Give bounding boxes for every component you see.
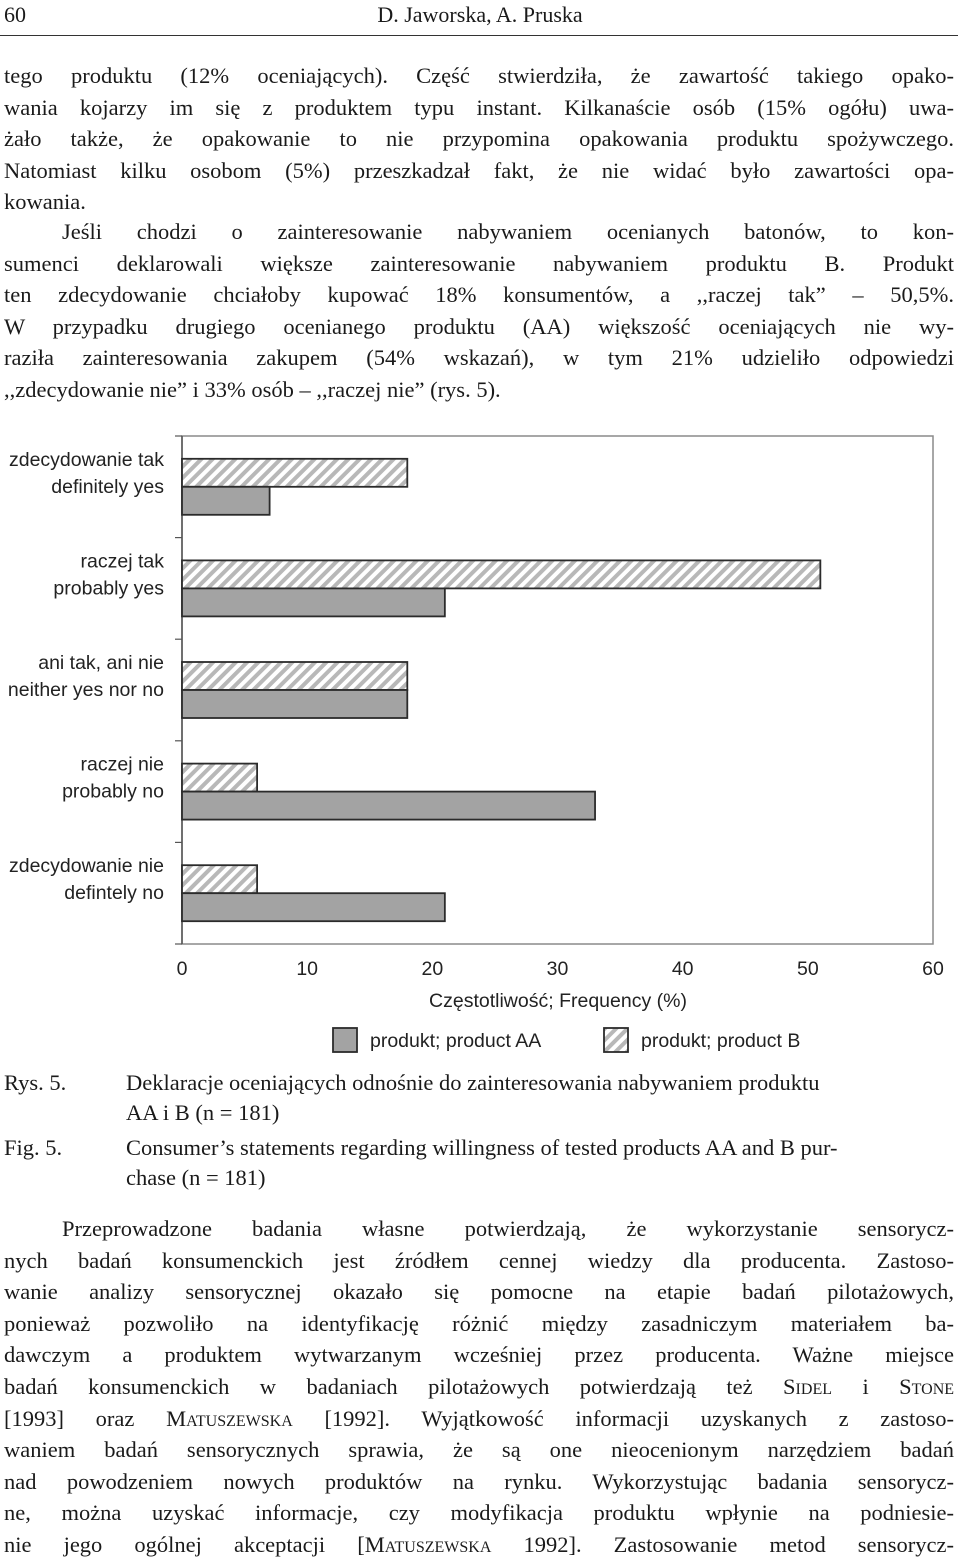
text-line: Natomiast kilku osobom (5%) przeszkadzał fakt, że nie widać było zawartości opa-: [4, 157, 954, 183]
text-line: [4, 1371, 954, 1403]
category-label: ani tak, ani nie: [38, 652, 164, 674]
bar-product-b: [182, 865, 257, 893]
category-label: raczej nie: [80, 753, 164, 776]
text-line: kowania.: [4, 189, 86, 215]
text-line: Jeśli chodzi o zainteresowanie nabywaniem ocenianych batonów, to kon-: [62, 219, 954, 244]
text-run: [1993] oraz: [4, 1405, 135, 1431]
page-header: [0, 0, 960, 40]
caption-label-rys: Rys. 5.: [4, 1070, 67, 1095]
text-run: 1992]. Zastosowanie metod sensorycz-: [523, 1531, 955, 1557]
paragraph-1: [4, 60, 954, 218]
text-line: nad powodzeniem nowych produktów na rynku. Wykorzystując badania sensorycz-: [4, 1468, 954, 1494]
text-line: ne, można uzyskać informacje, czy modyfikacja produktu wpłynie na podniesie-: [4, 1500, 954, 1526]
citation-stone: Stone: [899, 1373, 955, 1399]
text-line: [4, 1529, 954, 1561]
text-line: waniem badań sensorycznych sprawia, że są one nieocenionym narzędziem badań: [4, 1437, 954, 1463]
text-line: żało także, że opakowanie to nie przypomina opakowania produktu spożywczego.: [4, 126, 954, 152]
text-line: dawczym a produktem wytwarzanym wcześniej przez producenta. Ważne miejsce: [4, 1342, 954, 1368]
paragraph-2: [4, 216, 954, 406]
text-run: badań konsumenckich w badaniach pilotażowych potwierdzają też: [4, 1373, 753, 1399]
category-label: zdecydowanie tak: [8, 448, 164, 471]
citation-sidel: Sidel: [783, 1373, 832, 1399]
text-line: ,,zdecydowanie nie” i 33% osób – ,,raczej nie” (rys. 5).: [4, 376, 501, 402]
text-line: ten zdecydowanie chciałoby kupować 18% konsumentów, a ,,raczej tak” – 50,5%.: [4, 282, 954, 308]
page-number: 60: [4, 2, 26, 27]
x-tick-label: 0: [176, 958, 188, 980]
bar-product-b: [182, 764, 257, 792]
caption-line: AA i B (n = 181): [126, 1100, 280, 1125]
text-line: wania kojarzy im się z produktem typu instant. Kilkanaście osób (15% ogółu) uwa-: [4, 94, 954, 120]
category-label: probably yes: [53, 577, 164, 600]
citation-matuszewska: Matuszewska: [364, 1531, 492, 1557]
bar-product-aa: [182, 893, 445, 921]
header-rule: [0, 35, 958, 36]
text-run: [1992]. Wyjątkowość informacji uzyskanych z zastoso-: [324, 1405, 955, 1431]
text-line: nych badań konsumenckich jest źródłem cennej wiedzy dla producenta. Zastoso-: [4, 1247, 954, 1273]
text-line: W przypadku drugiego ocenianego produktu (AA) większość oceniających nie wy-: [4, 313, 954, 339]
category-label: defintely no: [64, 882, 164, 905]
x-tick-label: 50: [796, 958, 819, 980]
x-tick-label: 10: [296, 958, 319, 980]
bar-product-b: [182, 459, 407, 487]
text-line: [4, 1403, 954, 1435]
citation-matuszewska: Matuszewska: [166, 1405, 293, 1431]
text-line: Przeprowadzone badania własne potwierdzają, że wykorzystanie sensorycz-: [62, 1216, 954, 1241]
category-label: definitely yes: [51, 475, 164, 498]
caption-text-rys: [126, 1068, 956, 1128]
legend-swatch: [333, 1028, 357, 1052]
x-tick-label: 60: [922, 958, 944, 980]
bar-product-b: [182, 560, 820, 588]
legend-label: produkt; product AA: [370, 1030, 542, 1052]
bar-product-aa: [182, 588, 445, 616]
text-run: i: [862, 1373, 869, 1399]
paragraph-3: [4, 1213, 954, 1561]
x-axis-label: Częstotliwość; Frequency (%): [429, 990, 687, 1012]
category-label: zdecydowanie nie: [8, 855, 164, 878]
bar-chart: [0, 420, 960, 1060]
caption-line: Consumer’s statements regarding willingness of tested products AA and B pur-: [126, 1135, 838, 1160]
text-run: nie jego ogólnej akceptacji [: [4, 1531, 365, 1557]
text-line: ponieważ pozwoliło na identyfikację różnić między zasadniczym materiałem ba-: [4, 1310, 954, 1336]
bar-product-aa: [182, 792, 595, 820]
legend-swatch: [604, 1028, 628, 1052]
text-line: tego produktu (12% oceniających). Część stwierdziła, że zawartość takiego opako-: [4, 63, 954, 88]
category-label: probably no: [62, 780, 164, 803]
running-head-authors: D. Jaworska, A. Pruska: [377, 2, 583, 27]
bar-product-aa: [182, 690, 407, 718]
caption-line: Deklaracje oceniających odnośnie do zainteresowania nabywaniem produktu: [126, 1070, 820, 1095]
x-tick-label: 20: [421, 958, 444, 980]
caption-label-fig: Fig. 5.: [4, 1135, 63, 1160]
x-tick-label: 30: [546, 958, 569, 980]
category-label: raczej tak: [80, 550, 164, 573]
caption-text-fig: [126, 1133, 956, 1193]
text-line: sumenci deklarowali większe zainteresowanie nabywaniem produktu B. Produkt: [4, 250, 954, 276]
legend-label: produkt; product B: [641, 1030, 801, 1052]
text-line: wanie analizy sensorycznej okazało się pomocne na etapie badań pilotażowych,: [4, 1279, 954, 1305]
caption-line: chase (n = 181): [126, 1165, 266, 1190]
category-label: neither yes nor no: [7, 679, 164, 701]
bar-product-b: [182, 662, 407, 690]
bar-product-aa: [182, 487, 270, 515]
x-tick-label: 40: [671, 958, 694, 980]
text-line: raziła zainteresowania zakupem (54% wskazań), w tym 21% udzieliło odpowiedzi: [4, 345, 954, 371]
